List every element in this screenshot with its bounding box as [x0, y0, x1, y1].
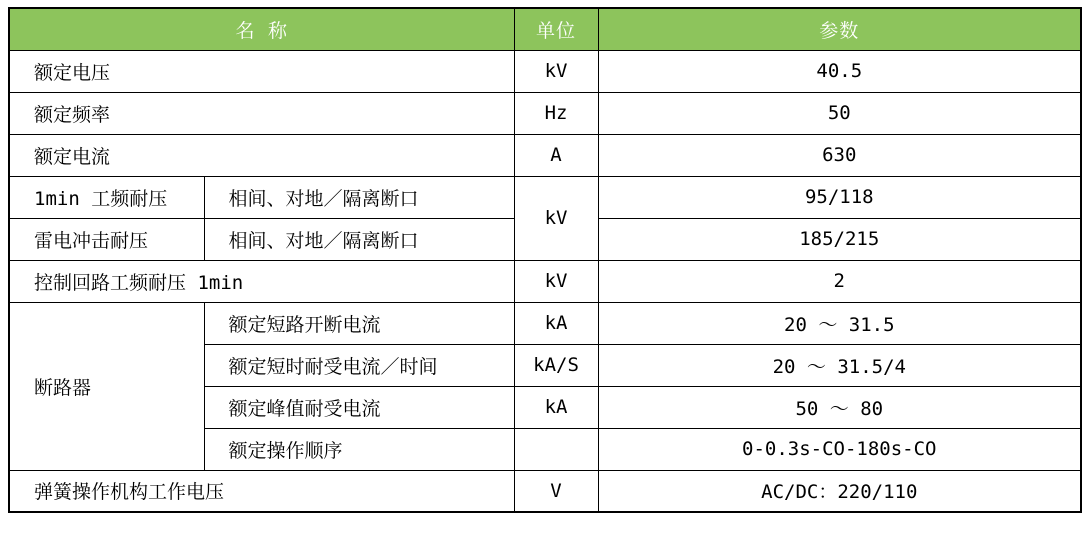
cell-withstand-unit: kV	[514, 176, 598, 260]
cell-impulse-withstand-value: 185/215	[598, 218, 1081, 260]
cell-control-circuit-value: 2	[598, 260, 1081, 302]
cell-spring-mechanism-name: 弹簧操作机构工作电压	[9, 470, 514, 512]
cell-rated-voltage-value: 40.5	[598, 50, 1081, 92]
cell-operating-sequence-value: 0-0.3s-CO-180s-CO	[598, 428, 1081, 470]
cell-rated-frequency-value: 50	[598, 92, 1081, 134]
cell-rated-voltage-name: 额定电压	[9, 50, 514, 92]
cell-rated-voltage-unit: kV	[514, 50, 598, 92]
cell-circuit-breaker-group: 断路器	[9, 302, 204, 470]
cell-operating-sequence-unit	[514, 428, 598, 470]
cell-pf-withstand-value: 95/118	[598, 176, 1081, 218]
cell-pf-withstand-scope: 相间、对地／隔离断口	[204, 176, 514, 218]
cell-short-time-current-value: 20 ～ 31.5/4	[598, 344, 1081, 386]
cell-breaking-current-name: 额定短路开断电流	[204, 302, 514, 344]
header-param-cell: 参数	[598, 8, 1081, 50]
cell-rated-frequency-name: 额定频率	[9, 92, 514, 134]
cell-peak-current-value: 50 ～ 80	[598, 386, 1081, 428]
cell-peak-current-name: 额定峰值耐受电流	[204, 386, 514, 428]
cell-control-circuit-name: 控制回路工频耐压 1min	[9, 260, 514, 302]
header-name-cell: 名 称	[9, 8, 514, 50]
cell-impulse-withstand-name: 雷电冲击耐压	[9, 218, 204, 260]
row-control-circuit-withstand	[9, 260, 1081, 302]
row-spring-mechanism-voltage	[9, 470, 1081, 512]
row-breaking-current	[9, 302, 1081, 344]
cell-breaking-current-value: 20 ～ 31.5	[598, 302, 1081, 344]
cell-control-circuit-unit: kV	[514, 260, 598, 302]
cell-rated-current-name: 额定电流	[9, 134, 514, 176]
spec-table	[8, 7, 1082, 513]
cell-spring-mechanism-unit: V	[514, 470, 598, 512]
cell-rated-current-unit: A	[514, 134, 598, 176]
header-unit-cell: 单位	[514, 8, 598, 50]
cell-peak-current-unit: kA	[514, 386, 598, 428]
cell-short-time-current-unit: kA/S	[514, 344, 598, 386]
row-power-frequency-withstand	[9, 176, 1081, 218]
cell-rated-frequency-unit: Hz	[514, 92, 598, 134]
row-rated-voltage	[9, 50, 1081, 92]
cell-impulse-withstand-scope: 相间、对地／隔离断口	[204, 218, 514, 260]
cell-operating-sequence-name: 额定操作顺序	[204, 428, 514, 470]
cell-pf-withstand-name: 1min 工频耐压	[9, 176, 204, 218]
cell-breaking-current-unit: kA	[514, 302, 598, 344]
cell-short-time-current-name: 额定短时耐受电流／时间	[204, 344, 514, 386]
header-row	[9, 8, 1081, 50]
cell-rated-current-value: 630	[598, 134, 1081, 176]
row-rated-current	[9, 134, 1081, 176]
cell-spring-mechanism-value: AC/DC：220/110	[598, 470, 1081, 512]
row-rated-frequency	[9, 92, 1081, 134]
